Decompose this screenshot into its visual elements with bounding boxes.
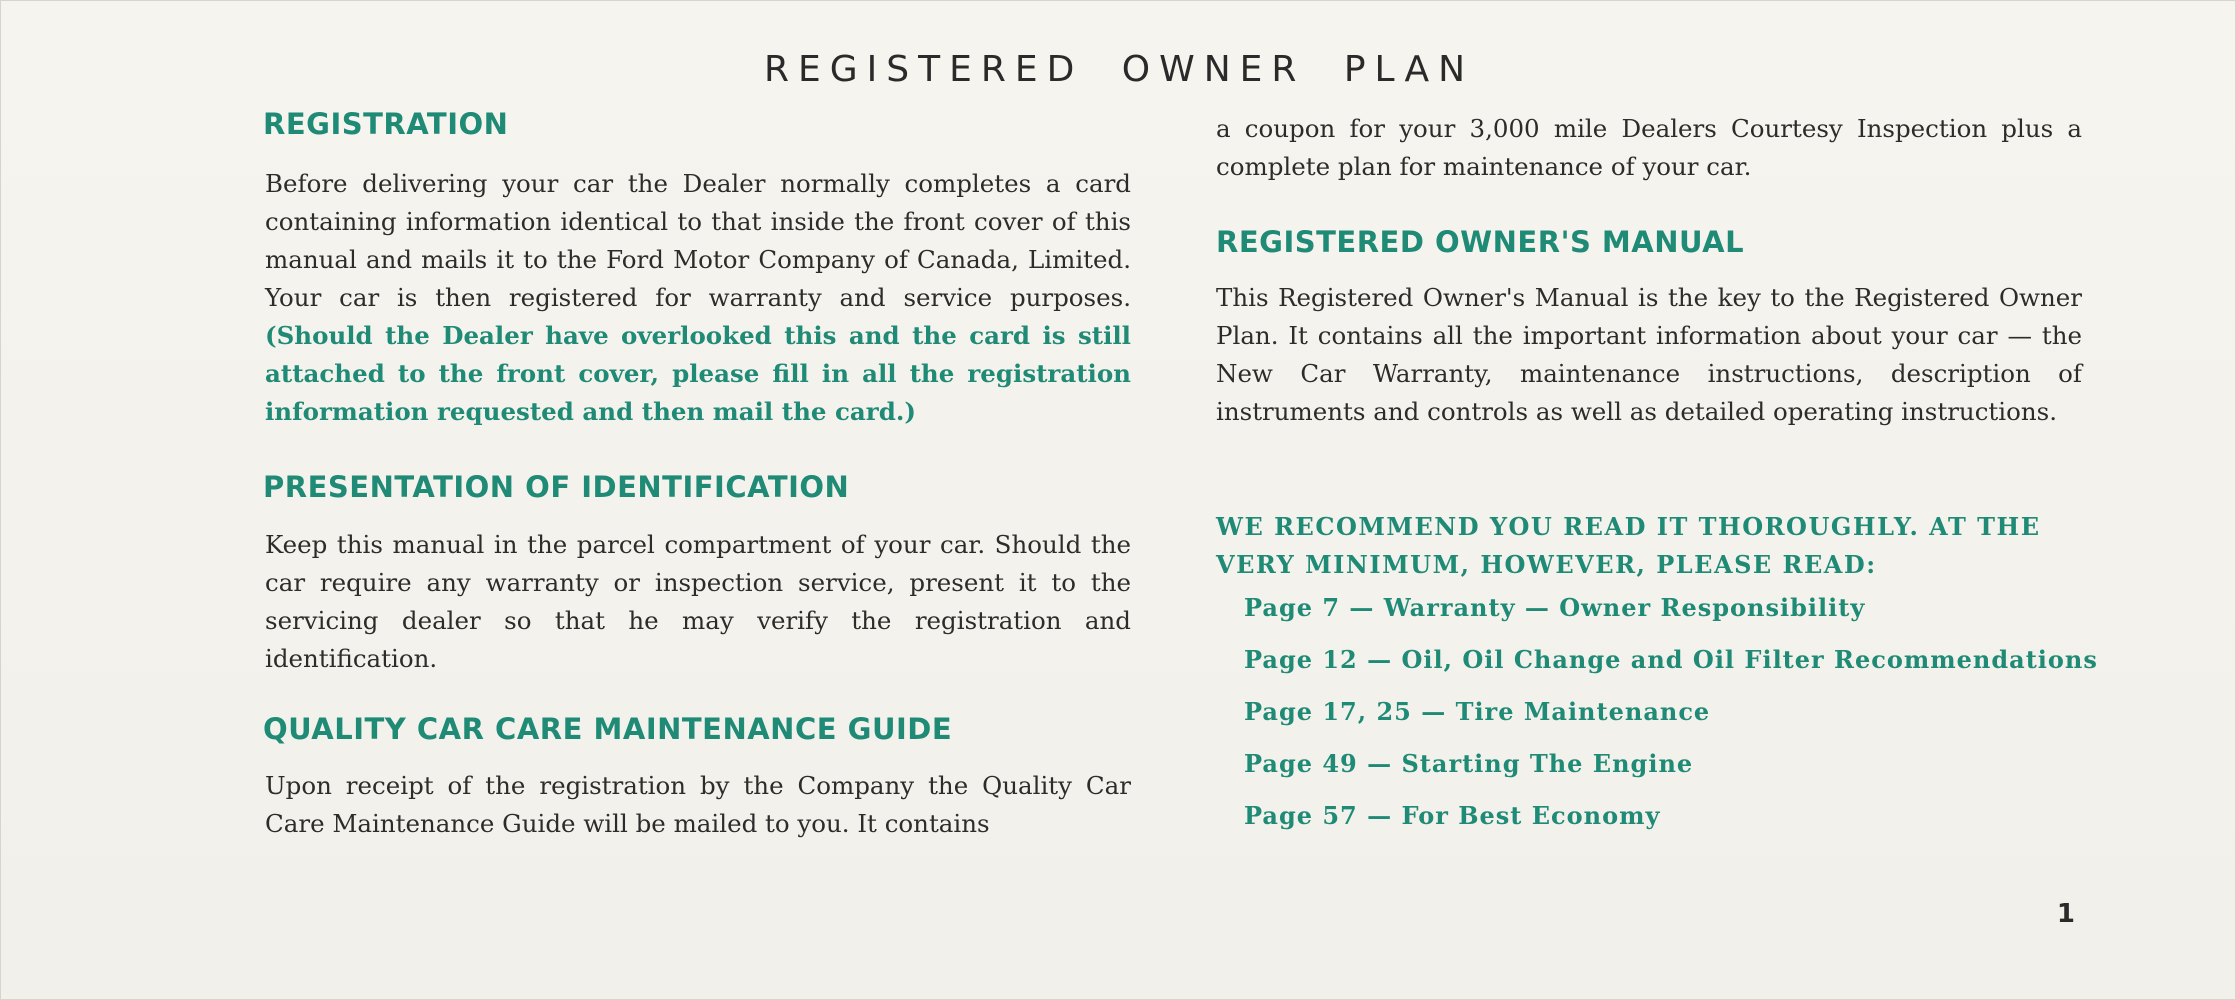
manual-heading: REGISTERED OWNER'S MANUAL [1216,225,1745,259]
recommended-pages-list [1244,593,2098,853]
list-item: Page 7 — Warranty — Owner Responsibility [1244,593,1866,622]
recommend-notice: WE RECOMMEND YOU READ IT THOROUGHLY. AT THE VERY MINIMUM, HOWEVER, PLEASE READ: [1216,512,2041,579]
registration-highlight: (Should the Dealer have overlooked this and the card is still attached to the front cover, please fill in all the registration information requested and then mail the card.) [265,321,1131,426]
list-item: Page 57 — For Best Economy [1244,801,1661,830]
page-title: REGISTERED OWNER PLAN [764,49,1474,90]
quality-continuation: a coupon for your 3,000 mile Dealers Courtesy Inspection plus a complete plan for maintenance of your car. [1216,114,2082,181]
list-item: Page 12 — Oil, Oil Change and Oil Filter Recommendations [1244,645,2098,674]
registration-text: Before delivering your car the Dealer normally completes a card containing information identical to that inside the front cover of this manual and mails it to the Ford Motor Company of Canada, Limited. Your car is then registered for warranty and service purposes. [265,169,1131,312]
page-number: 1 [2056,899,2075,929]
quality-paragraph: Upon receipt of the registration by the Company the Quality Car Care Maintenance Guide will be mailed to you. It contains [265,771,1131,838]
registration-paragraph [265,165,1131,431]
list-item: Page 17, 25 — Tire Maintenance [1244,697,1711,726]
quality-heading: QUALITY CAR CARE MAINTENANCE GUIDE [263,712,953,746]
presentation-paragraph: Keep this manual in the parcel compartment of your car. Should the car require any warranty or inspection service, present it to the servicing dealer so that he may verify the registration and identification. [265,530,1131,673]
list-item: Page 49 — Starting The Engine [1244,749,1694,778]
manual-paragraph: This Registered Owner's Manual is the key to the Registered Owner Plan. It contains all the important information about your car — the New Car Warranty, maintenance instructions, description of instruments and controls as well as detailed operating instructions. [1216,283,2082,426]
presentation-heading: PRESENTATION OF IDENTIFICATION [263,470,850,504]
registration-heading: REGISTRATION [263,107,509,141]
